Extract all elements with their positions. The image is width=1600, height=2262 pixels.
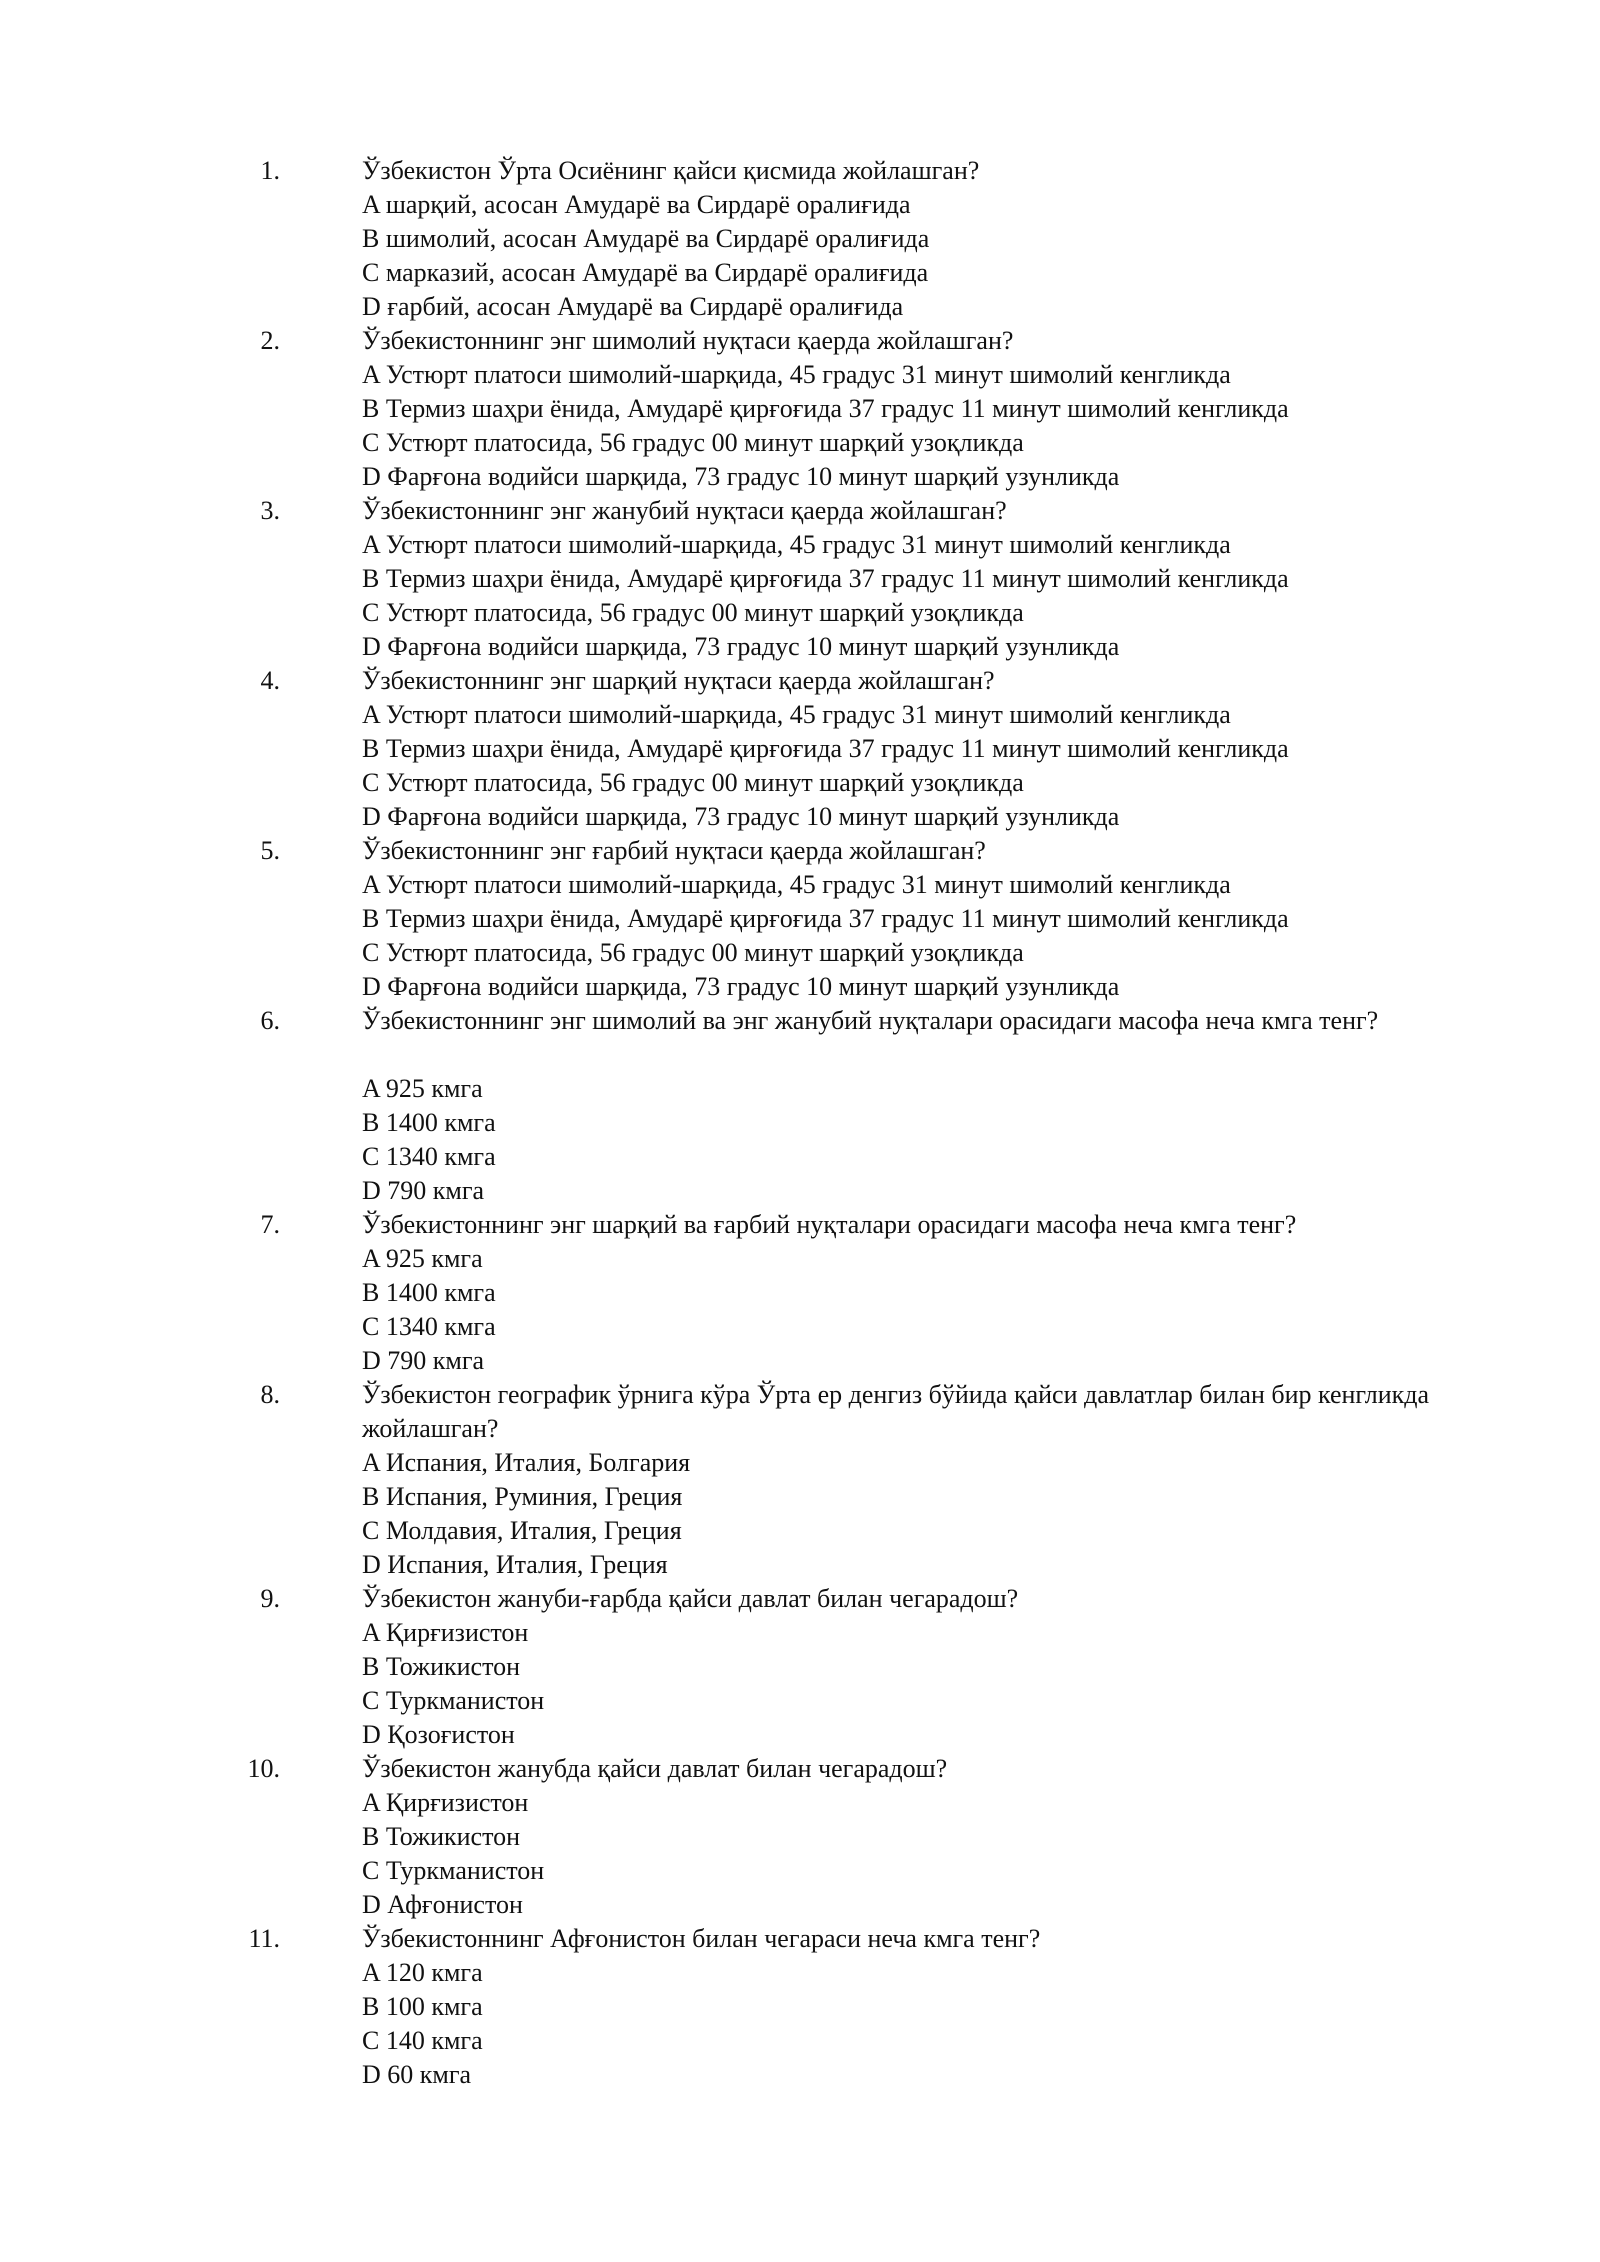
answer-option-d: D Испания, Италия, Греция	[362, 1550, 668, 1579]
answer-option-b: B Тожикистон	[362, 1822, 521, 1851]
question-number: 9.	[260, 1584, 280, 1613]
answer-option-d: D ғарбий, асосан Амударё ва Сирдарё оралиғида	[362, 292, 904, 321]
question-2	[0, 324, 1600, 494]
question-text: Ўзбекистоннинг Афғонистон билан чегараси неча кмга тенг?	[362, 1924, 1041, 1953]
answer-option-b: B Тожикистон	[362, 1652, 521, 1681]
question-text: Ўзбекистон географик ўрнига кўра Ўрта ер денгиз бўйида қайси давлатлар билан бир кенгликда жойлашган?	[362, 1380, 1430, 1443]
question-6	[0, 1004, 1600, 1208]
question-text: Ўзбекистон Ўрта Осиёнинг қайси қисмида жойлашган?	[362, 156, 980, 185]
question-number: 3.	[260, 496, 280, 525]
answer-option-d: D Фарғона водийси шарқида, 73 градус 10 минут шарқий узунликда	[362, 462, 1120, 491]
question-number: 10.	[247, 1754, 280, 1783]
answer-option-b: B шимолий, асосан Амударё ва Сирдарё оралиғида	[362, 224, 930, 253]
question-text: Ўзбекистоннинг энг шимолий ва энг жанубий нуқталари орасидаги масофа неча кмга тенг?	[362, 1006, 1379, 1035]
answer-option-c: C Устюрт платосида, 56 градус 00 минут шарқий узоқликда	[362, 938, 1024, 967]
answer-option-d: D 790 кмга	[362, 1346, 485, 1375]
question-number: 2.	[260, 326, 280, 355]
answer-option-d: D Фарғона водийси шарқида, 73 градус 10 минут шарқий узунликда	[362, 802, 1120, 831]
answer-option-a: A Устюрт платоси шимолий-шарқида, 45 градус 31 минут шимолий кенгликда	[362, 530, 1231, 559]
answer-option-c: C Туркманистон	[362, 1686, 545, 1715]
answer-option-b: B 100 кмга	[362, 1992, 483, 2021]
answer-option-b: B Испания, Руминия, Греция	[362, 1482, 683, 1511]
answer-option-d: D Фарғона водийси шарқида, 73 градус 10 минут шарқий узунликда	[362, 972, 1120, 1001]
answer-option-c: C 1340 кмга	[362, 1312, 496, 1341]
answer-option-a: A 925 кмга	[362, 1074, 483, 1103]
question-number: 8.	[260, 1380, 280, 1409]
answer-option-a: A Қирғизистон	[362, 1618, 529, 1647]
answer-option-b: B Термиз шаҳри ёнида, Амударё қирғоғида 37 градус 11 минут шимолий кенгликда	[362, 734, 1289, 763]
answer-option-a: A 925 кмга	[362, 1244, 483, 1273]
question-10	[0, 1752, 1600, 1922]
answer-option-c: C марказий, асосан Амударё ва Сирдарё оралиғида	[362, 258, 929, 287]
answer-option-a: A Устюрт платоси шимолий-шарқида, 45 градус 31 минут шимолий кенгликда	[362, 870, 1231, 899]
question-number: 11.	[248, 1924, 280, 1953]
answer-option-a: A Устюрт платоси шимолий-шарқида, 45 градус 31 минут шимолий кенгликда	[362, 700, 1231, 729]
answer-option-c: C 1340 кмга	[362, 1142, 496, 1171]
answer-option-c: C Молдавия, Италия, Греция	[362, 1516, 682, 1545]
answer-option-b: B 1400 кмга	[362, 1108, 496, 1137]
question-8	[0, 1378, 1600, 1582]
answer-option-a: A Испания, Италия, Болгария	[362, 1448, 691, 1477]
answer-option-c: C Устюрт платосида, 56 градус 00 минут шарқий узоқликда	[362, 598, 1024, 627]
answer-option-a: A 120 кмга	[362, 1958, 483, 1987]
answer-option-b: B Термиз шаҳри ёнида, Амударё қирғоғида 37 градус 11 минут шимолий кенгликда	[362, 394, 1289, 423]
question-text: Ўзбекистоннинг энг шарқий ва ғарбий нуқталари орасидаги масофа неча кмга тенг?	[362, 1210, 1297, 1239]
question-5	[0, 834, 1600, 1004]
question-4	[0, 664, 1600, 834]
answer-option-b: B Термиз шаҳри ёнида, Амударё қирғоғида 37 градус 11 минут шимолий кенгликда	[362, 904, 1289, 933]
question-7	[0, 1208, 1600, 1378]
question-text: Ўзбекистоннинг энг шимолий нуқтаси қаерда жойлашган?	[362, 326, 1014, 355]
question-number: 6.	[260, 1006, 280, 1035]
question-1	[0, 154, 1600, 324]
answer-option-c: C Устюрт платосида, 56 градус 00 минут шарқий узоқликда	[362, 428, 1024, 457]
question-text: Ўзбекистоннинг энг жанубий нуқтаси қаерда жойлашган?	[362, 496, 1007, 525]
answer-option-d: D Фарғона водийси шарқида, 73 градус 10 минут шарқий узунликда	[362, 632, 1120, 661]
answer-option-d: D 790 кмга	[362, 1176, 485, 1205]
answer-option-d: D Қозоғистон	[362, 1720, 515, 1749]
question-text: Ўзбекистон жанубда қайси давлат билан чегарадош?	[362, 1754, 948, 1783]
question-9	[0, 1582, 1600, 1752]
answer-option-a: A Қирғизистон	[362, 1788, 529, 1817]
answer-option-b: B Термиз шаҳри ёнида, Амударё қирғоғида 37 градус 11 минут шимолий кенгликда	[362, 564, 1289, 593]
question-text: Ўзбекистоннинг энг ғарбий нуқтаси қаерда жойлашган?	[362, 836, 986, 865]
answer-option-d: D Афғонистон	[362, 1890, 523, 1919]
answer-option-c: C Туркманистон	[362, 1856, 545, 1885]
answer-option-c: C 140 кмга	[362, 2026, 483, 2055]
answer-option-b: B 1400 кмга	[362, 1278, 496, 1307]
answer-option-c: C Устюрт платосида, 56 градус 00 минут шарқий узоқликда	[362, 768, 1024, 797]
question-number: 5.	[260, 836, 280, 865]
question-11	[0, 1922, 1600, 2092]
answer-option-a: A шарқий, асосан Амударё ва Сирдарё оралиғида	[362, 190, 911, 219]
answer-option-d: D 60 кмга	[362, 2060, 472, 2089]
question-text: Ўзбекистон жануби-ғарбда қайси давлат билан чегарадош?	[362, 1584, 1019, 1613]
answer-option-a: A Устюрт платоси шимолий-шарқида, 45 градус 31 минут шимолий кенгликда	[362, 360, 1231, 389]
question-number: 4.	[260, 666, 280, 695]
question-3	[0, 494, 1600, 664]
document-page	[0, 154, 1600, 2092]
question-text: Ўзбекистоннинг энг шарқий нуқтаси қаерда жойлашган?	[362, 666, 995, 695]
question-number: 7.	[260, 1210, 280, 1239]
question-number: 1.	[260, 156, 280, 185]
